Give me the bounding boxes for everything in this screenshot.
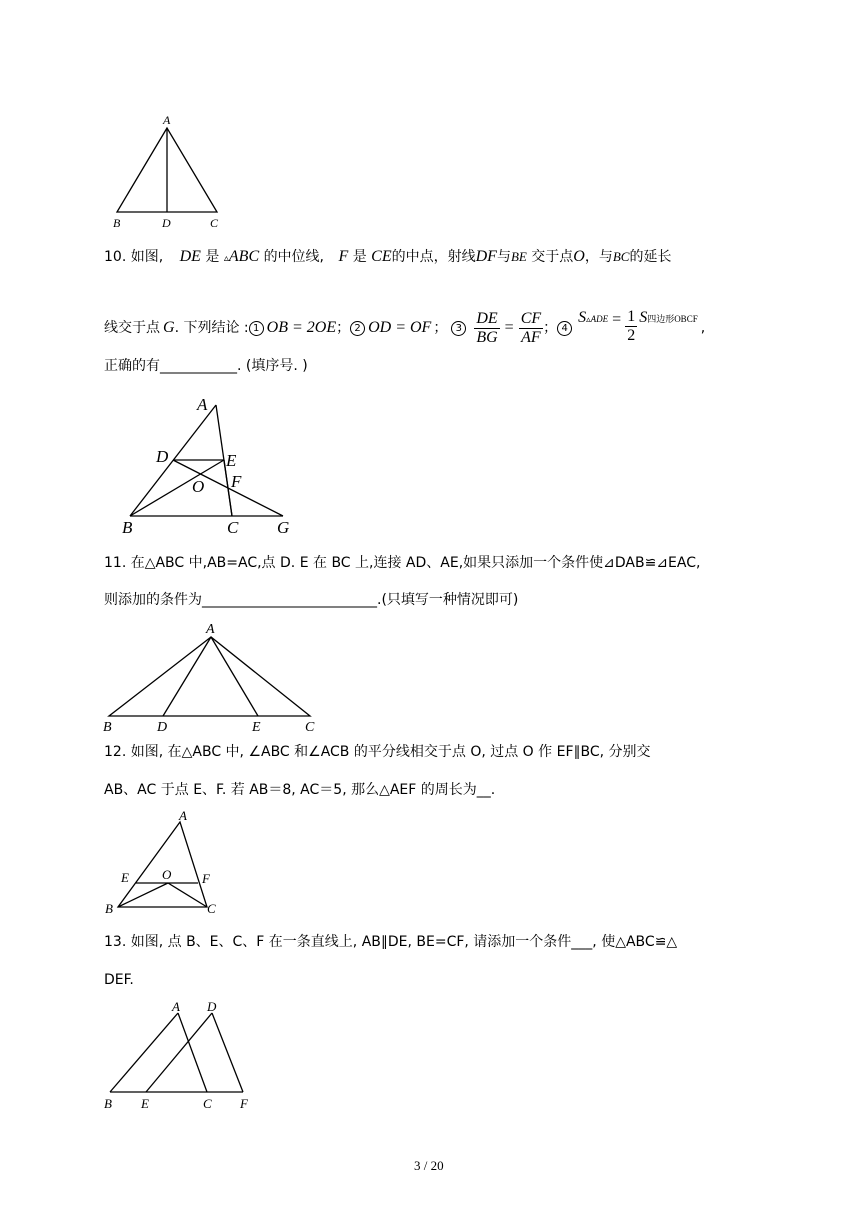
q10-label-o: O (192, 477, 205, 496)
q10-text-intersect: 交于点 (531, 249, 574, 265)
q10-text-extension: 的延长 (629, 249, 672, 265)
q13-label-d: D (207, 999, 217, 1014)
q12-label-c: C (207, 901, 216, 916)
q10-equals-2: = (612, 311, 622, 328)
q10-var-bc: BC (612, 249, 630, 264)
q10-var-ce: CE (371, 248, 392, 265)
q10-fraction-cf-af (519, 310, 543, 347)
q10-circled-2: 2 (350, 321, 365, 336)
q10-fraction-bg: BG (476, 328, 498, 346)
q11-label-b: B (103, 720, 112, 735)
q10-label-b: B (122, 518, 133, 537)
q12-triangle-abc (118, 822, 207, 907)
q10-fraction-af: AF (521, 328, 541, 346)
q12-figure (0, 805, 868, 920)
q10-var-f: F (338, 248, 349, 265)
q10-figure (0, 380, 868, 550)
q10-area-s2: S四边形OBCF (639, 308, 698, 326)
q10-label-e: E (226, 451, 237, 470)
q11-label-d: D (157, 720, 168, 735)
q10-label-a: A (197, 395, 208, 414)
q10-var-de: DE (179, 248, 201, 265)
q11-segment-ad (163, 637, 211, 716)
q10-var-df: DF (475, 248, 497, 265)
q10-var-o: O (573, 248, 585, 265)
q13-figure (0, 995, 868, 1120)
q11-label-a: A (206, 622, 215, 637)
q10-triangle-symbol: ▵ (223, 253, 229, 264)
q10-half-den: 2 (627, 326, 636, 344)
q10-var-g: G (163, 319, 175, 336)
q9-triangle-figure (0, 0, 868, 240)
q10-fraction-de: DE (476, 309, 498, 327)
q9-label-c: C (210, 216, 219, 230)
q10-equals: = (504, 319, 514, 336)
q10-conclusion-1: OB = 2OE (266, 319, 337, 336)
q10-fraction-half (625, 308, 637, 345)
page-number: 3 / 20 (414, 1158, 444, 1173)
q10-fraction-cf: CF (520, 309, 542, 327)
q12-label-e: E (121, 870, 129, 885)
q11-figure (0, 615, 868, 740)
q10-text-intersect-at: 线交于点 (104, 320, 160, 336)
q10-half-num: 1 (627, 307, 636, 325)
q12-label-b: B (105, 901, 113, 916)
q12-segment-bo (118, 883, 168, 907)
q10-text-conclusions: . 下列结论 : (174, 320, 249, 336)
q10-line-2 (104, 308, 705, 348)
q11-label-e: E (252, 720, 261, 735)
q10-semicolon-3: ； (543, 320, 558, 336)
q10-circled-1: 1 (249, 321, 264, 336)
q10-text-midline: 的中位线, (263, 249, 325, 265)
q12-line-1: 12. 如图, 在△ABC 中, ∠ABC 和∠ACB 的平分线相交于点 O, 过点 O 作 EF∥BC, 分别交 (104, 744, 651, 760)
q10-semicolon-1: ； (336, 320, 351, 336)
q10-area-s1: S▵ADE (578, 308, 609, 326)
q10-conclusion-2: OD = OF (368, 319, 432, 336)
q11-label-c: C (305, 720, 315, 735)
q10-label-f: F (231, 472, 242, 491)
q10-area-s1-subscript: ▵ADE (586, 313, 609, 324)
q10-area-s2-subscript: 四边形OBCF (647, 313, 698, 324)
q10-number: 10. 如图, (104, 249, 164, 265)
q13-label-e: E (141, 1096, 149, 1111)
q10-circled-3: 3 (451, 321, 466, 336)
q10-var-be: BE (510, 249, 527, 264)
q10-text-midpoint: 的中点，射线 (391, 249, 476, 265)
q10-line-1 (104, 248, 671, 268)
q10-label-g: G (277, 518, 290, 537)
q13-label-f: F (240, 1096, 248, 1111)
q12-label-f: F (202, 871, 210, 886)
q11-line-2: 则添加的条件为_________________________.(只填写一种情况即可) (104, 592, 519, 608)
q10-var-abc: ABC (228, 248, 260, 265)
q10-text-is: 是 (205, 249, 220, 265)
q10-circled-4: 4 (557, 321, 572, 336)
q10-fraction-de-bg (474, 310, 499, 347)
q10-text-comma-with: ，与 (584, 249, 613, 265)
q13-line-1: 13. 如图, 点 B、E、C、F 在一条直线上, AB∥DE, BE=CF, 请添加一个条件___, 使△ABC≌△ (104, 934, 678, 950)
q12-label-a: A (179, 808, 187, 823)
q10-text-with: 与 (496, 249, 511, 265)
q10-label-d: D (156, 447, 169, 466)
q13-label-b: B (104, 1096, 112, 1111)
q11-line-1: 11. 在△ABC 中,AB=AC,点 D. E 在 BC 上,连接 AD、AE,如果只添加一个条件使⊿DAB≌⊿EAC, (104, 555, 701, 571)
q12-label-o: O (162, 867, 172, 882)
q13-line-2: DEF. (104, 972, 134, 988)
q10-line-3: 正确的有___________. (填序号. ) (104, 358, 308, 374)
q9-label-b: B (113, 216, 121, 230)
q13-segment-ab (110, 1013, 178, 1092)
q13-label-c: C (203, 1096, 212, 1111)
q12-line-2: AB、AC 于点 E、F. 若 AB＝8, AC＝5, 那么△AEF 的周长为__. (104, 782, 496, 798)
q10-comma-end: , (700, 320, 706, 336)
q10-segment-be (130, 460, 224, 516)
q11-triangle-abc (109, 637, 310, 716)
q9-label-a: A (163, 113, 171, 127)
q9-label-d: D (162, 216, 171, 230)
q10-label-c: C (227, 518, 239, 537)
q10-text-is2: 是 (352, 249, 367, 265)
q11-segment-ae (211, 637, 258, 716)
q13-label-a: A (172, 999, 180, 1014)
q10-semicolon-2: ； (433, 320, 448, 336)
q13-segment-df (212, 1013, 243, 1092)
